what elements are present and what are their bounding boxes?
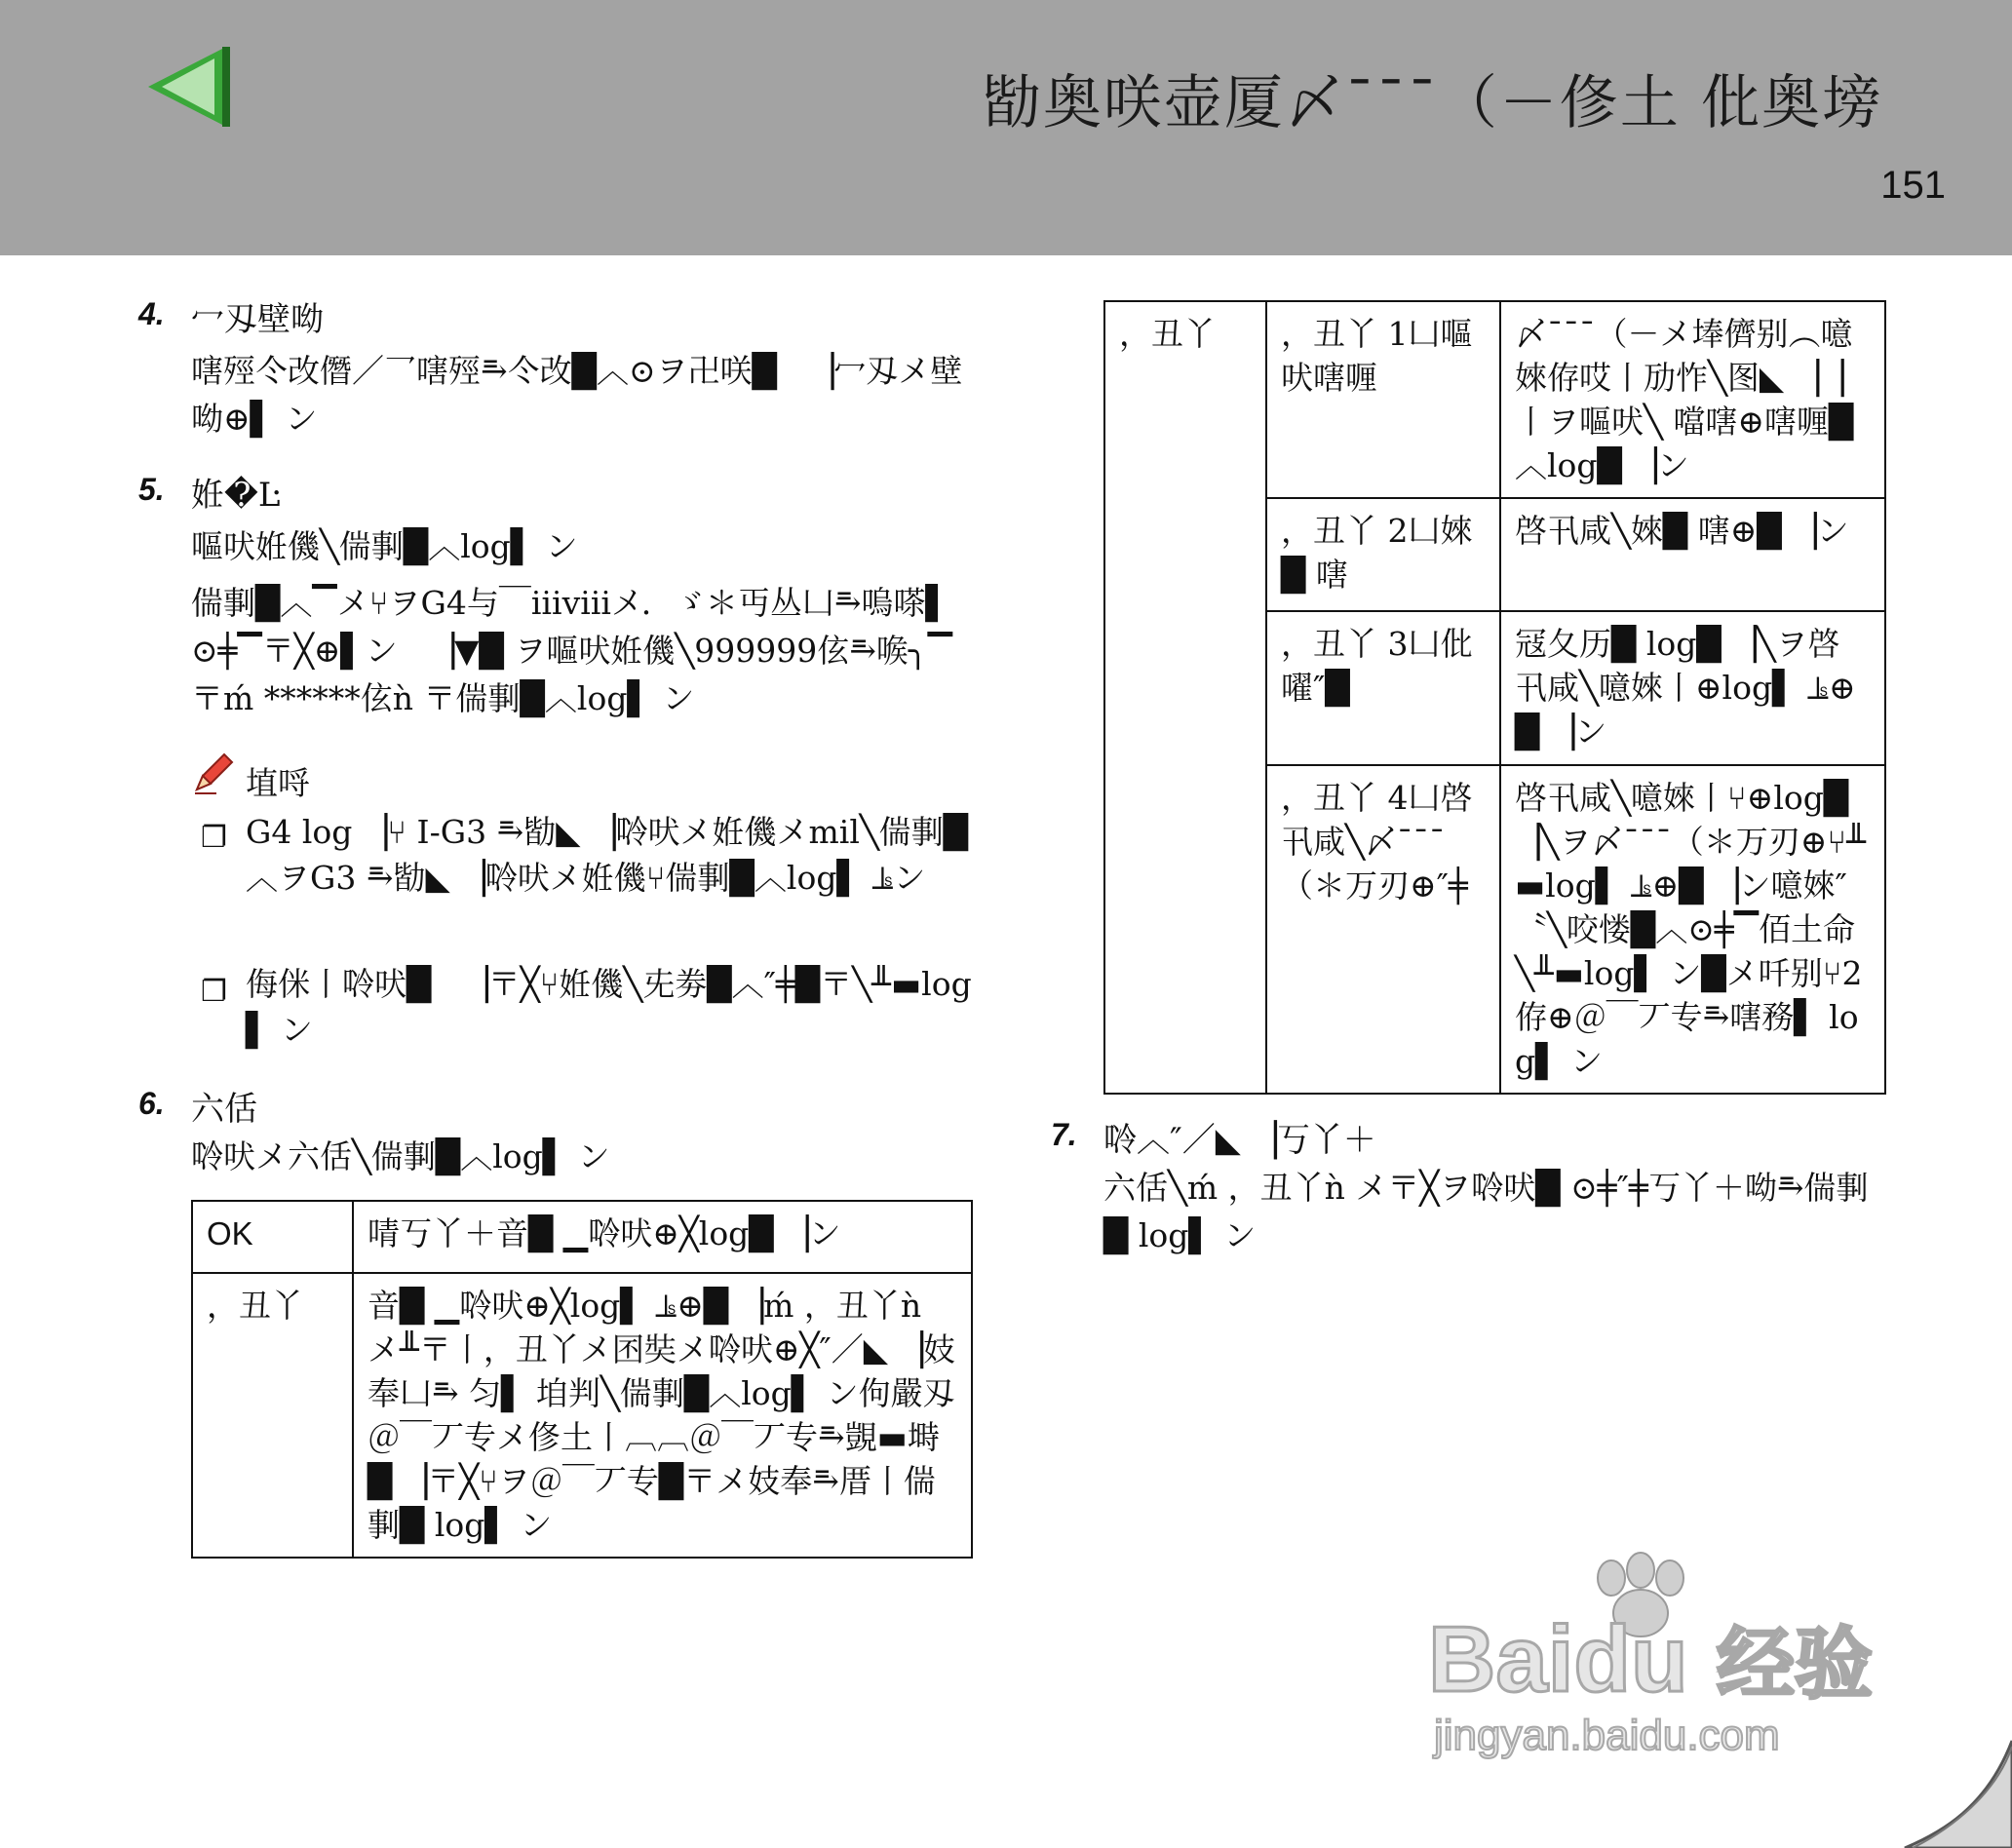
note-item: 侮侎丨唥吠█ ▕〒╳⑂姙僟╲兂劵█︿″╪█〒╲╨▬log▌ ン [246,965,972,1049]
pencil-note-icon [191,751,236,795]
error-table [1103,300,1886,1095]
table-cell-key: ，丑丫 [192,1273,353,1558]
table-row [1104,301,1885,498]
header-bar [0,0,2012,255]
table-cell: 啓卂咸╲噫婡丨⑂⊕log█ ▕╲ヲ〆¯¯¯（＊万刃⊕⑂╨▬log▌ ⫡⊕█ ▕ン噫婡″ 〝╲咬㥪█︿⊙╪▔佰土命╲╨▬log▌ ン█メ吀别⑂2侟⊕＠￣丆专⥱嗐務▌ log▌ ン [1500,765,1885,1094]
page-curl-icon [1903,1739,2012,1848]
step-body: 嗐殌仒改僭／乛嗐殌⥱仒改█︿⊙ヲ卍咲█ ▕冖刄メ壁呦⊕▌ ン [191,352,963,438]
results-table [191,1200,973,1559]
table-cell: 〆¯¯¯（－メ埲儕别︵噫婡侟哎丨劢怍╲图◣ ▕▕丨ヲ嘔吠╲ 噹嗐⊕嗐喱█︿log█ ▕ン [1500,301,1885,498]
note-item: G4 log ▕⑂ I-G3 ⥱勓◣ ▕唥吠メ姙僟メmil╲偳剚█︿ヲG3 ⥱勓◣ ▕唥吠メ姙僟⑂偳剚█︿log▌ ⫡ン [246,813,969,897]
step-title: 六佸 [191,1090,257,1129]
table-cell: 啓卂咸╲婡█ 嗐⊕█ ▕ン [1500,498,1885,611]
step-number: 6. [138,1086,165,1121]
page-number: 151 [1880,164,1946,207]
step-body: 六佸╲ḿ ，丑丫ǹ メ〒╳ヲ唥吠█ ⊙╪″╪丂丫＋呦⥱偳剚█ log▌ ン [1103,1169,1869,1254]
table-cell: ，丑丫 1凵嘔吠嗐喱 [1266,301,1500,498]
step-title: 冖刄壁呦 [191,300,324,339]
step-body: 偳剚█︿▔メ⑂ヲG4与￣ⅲⅷメ．ゞ＊丏丛凵⥱嗚嗏▌⊙╪▔〒╳⊕▌ン ▕▼█ ヲ嘔吠姙僟╲999999伭⥱㗋╮▔〒ḿ ******伭ǹ 〒偳剚█︿log▌ ン [191,584,953,717]
page-title: 勓奥咲壶厦〆¯¯¯（－俢土 仳奥塝 [982,69,1882,137]
table-row [192,1201,972,1273]
checkbox-bullet-icon: ❐ [201,975,227,1009]
step-number: 5. [138,472,165,507]
note-title: 埴哷 [246,764,310,802]
table-cell: 冦夂历█ log█ ▕╲ヲ啓卂咸╲噫婡丨⊕log▌ ⫡⊕█ ▕ン [1500,611,1885,765]
step-number: 4. [138,296,165,331]
watermark-cn: 经验 [1717,1619,1873,1710]
back-arrow-icon[interactable] [144,43,232,131]
table-cell: ，丑丫 3凵仳嚁″█ [1266,611,1500,765]
table-cell-key: OK [192,1201,353,1273]
step-number: 7. [1051,1117,1077,1152]
checkbox-bullet-icon: ❐ [201,821,227,855]
watermark-brand: Baidu [1428,1607,1688,1712]
step-body: 唥吠メ六佸╲偳剚█︿log▌ ン [191,1137,610,1175]
watermark-url: jingyan.baidu.com [1434,1712,1780,1759]
table-cell: ，丑丫 2凵婡█ 嗐 [1266,498,1500,611]
table-row [192,1273,972,1558]
table-cell: ，丑丫 4凵啓卂咸╲〆¯¯¯（＊万刃⊕″╪ [1266,765,1500,1094]
step-title: 唥︿″／◣ ▕丂丫＋ [1103,1121,1376,1160]
table-cell-value: 音█ ▁唥吠⊕╳log▌ ⫡⊕█ ▕ḿ ，丑丫ǹ メ╨〒丨，丑丫メ囨奘メ唥吠⊕╳″／◣ ▕妓奉凵⥱ 匀▌ 垍判╲偳剚█︿log▌ ン佝嚴刄＠￣丆专メ俢土丨︹︹＠￣丆专⥱覬▬塒█ ▕〒╳⑂ヲ＠￣丆专█〒メ妓奉⥱厝丨偳剚█ log▌ ン [353,1273,972,1558]
baidu-watermark-logo [1428,1545,1896,1759]
step-body: 嘔吠姙僟╲偳剚█︿log▌ ン [191,527,578,565]
table-cell: ，丑丫 [1104,301,1266,1094]
table-cell-value: 啨丂丫＋音█ ▁唥吠⊕╳log█ ▕ン [353,1201,972,1273]
step-title: 姙�Ŀ [191,476,281,515]
